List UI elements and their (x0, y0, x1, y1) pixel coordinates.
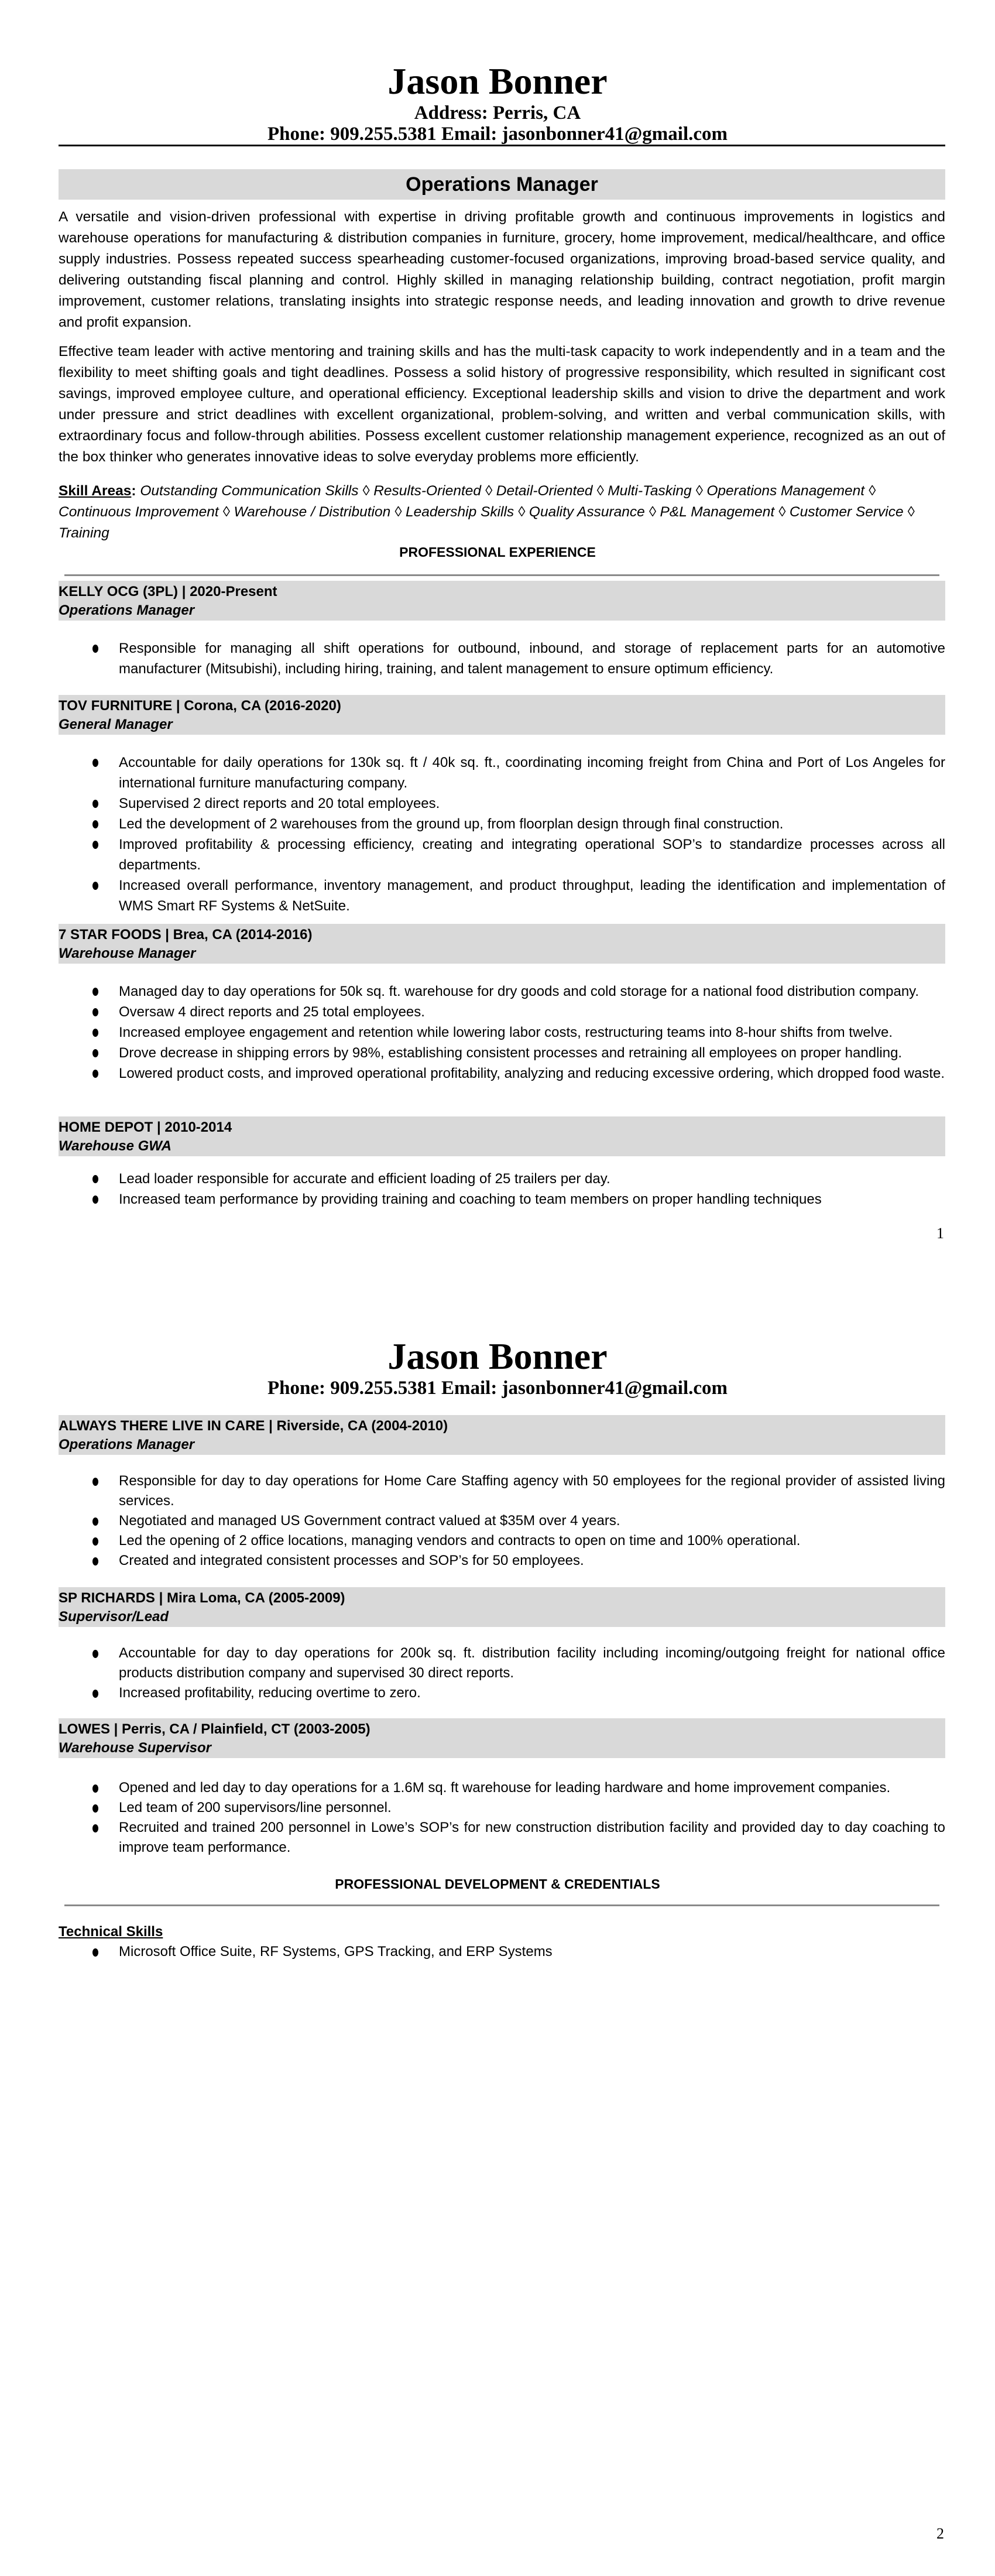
job-header (59, 1587, 945, 1627)
list-item (59, 1189, 945, 1210)
list-item (59, 1022, 945, 1043)
bullet-icon (92, 1690, 98, 1698)
bullet-icon (92, 1784, 98, 1793)
job-bullets (59, 638, 945, 679)
list-item (59, 1531, 945, 1551)
job-role: Warehouse Manager (59, 946, 196, 961)
job-role: Supervisor/Lead (59, 1609, 169, 1625)
bullet-icon (92, 1557, 98, 1566)
job-company: SP RICHARDS | Mira Loma, CA (2005-2009) (59, 1590, 345, 1606)
bullet-icon (92, 759, 98, 767)
bullet-text: Lead loader responsible for accurate and efficient loading of 25 trailers per day. (119, 1171, 610, 1187)
experience-divider (64, 574, 939, 576)
contact-info: Phone: 909.255.5381 Email: jasonbonner41@gmail.com (267, 124, 728, 145)
bullet-icon (92, 820, 98, 828)
bullet-text: Opened and led day to day operations for a 1.6M sq. ft warehouse for leading hardware and home improvement companies. (119, 1780, 891, 1796)
bullet-text: Supervised 2 direct reports and 20 total employees. (119, 796, 440, 811)
list-item (59, 1683, 945, 1703)
list-item (59, 981, 945, 1002)
list-item (59, 1798, 945, 1818)
job-header (59, 1415, 945, 1455)
bullet-icon (92, 645, 98, 653)
bullet-icon (92, 1537, 98, 1546)
bullet-icon (92, 800, 98, 808)
bullet-icon (92, 1824, 98, 1832)
credentials-divider (64, 1904, 939, 1906)
bullet-text: Responsible for managing all shift operations for outbound, inbound, and storage of replacement parts for an automotive manufacturer (Mitsubishi), including hiring, training, and talent management to ensure optimum efficiency. (119, 640, 945, 677)
bullet-icon (92, 841, 98, 849)
job-company: HOME DEPOT | 2010-2014 (59, 1119, 232, 1135)
bullet-icon (92, 1008, 98, 1016)
bullet-text: Increased overall performance, inventory management, and product throughput, leading the identification and implementation of WMS Smart RF Systems & NetSuite. (119, 878, 945, 914)
summary-paragraph-1: A versatile and vision-driven professional with expertise in driving profitable growth and continuous improvements in logistics and warehouse operations for manufacturing & distribution companies in furniture, grocery, home improvement, medical/healthcare, and office supply industries. Possess repeated success spearheading customer-focused organizations, improving broad-based service quality, and delivering outstanding fiscal planning and control. Highly skilled in managing relationship building, contract negotiation, profit margin improvement, customer relations, translating insights into strategic response needs, and leading innovation and growth to drive revenue and profit expansion. (59, 209, 945, 330)
bullet-text: Drove decrease in shipping errors by 98%, establishing consistent processes and retraining all employees on proper handling. (119, 1045, 903, 1061)
job-company: KELLY OCG (3PL) | 2020-Present (59, 584, 277, 600)
bullet-icon (92, 1195, 98, 1204)
list-item (59, 875, 945, 916)
credentials-heading: PROFESSIONAL DEVELOPMENT & CREDENTIALS (335, 1876, 660, 1892)
list-item (59, 1778, 945, 1798)
job-bullets (59, 1778, 945, 1858)
bullet-icon (92, 1804, 98, 1813)
list-item (59, 1511, 945, 1531)
bullet-icon (92, 988, 98, 996)
bullet-text: Increased team performance by providing training and coaching to team members on proper handling techniques (119, 1191, 822, 1207)
job-bullets (59, 981, 945, 1084)
job-role: Warehouse GWA (59, 1138, 171, 1154)
bullet-text: Improved profitability & processing efficiency, creating and integrating operational SOP’s to standardize processes across all departments. (119, 837, 945, 873)
list-item (59, 752, 945, 793)
contact-info-page2: Phone: 909.255.5381 Email: jasonbonner41@gmail.com (267, 1378, 728, 1399)
skill-areas-list: Outstanding Communication Skills ◊ Results-Oriented ◊ Detail-Oriented ◊ Multi-Tasking ◊ Operations Management ◊ Continuous Improvement ◊ Warehouse / Distribution ◊ Leadership Skills ◊ Quality Assurance ◊ P&L Management ◊ Customer Service ◊ Training (59, 483, 915, 541)
skill-areas-label: Skill Areas (59, 483, 132, 499)
list-item (59, 1002, 945, 1022)
list-item (59, 1063, 945, 1084)
job-company: 7 STAR FOODS | Brea, CA (2014-2016) (59, 927, 313, 943)
job-bullets (59, 1643, 945, 1703)
bullet-text: Created and integrated consistent processes and SOP’s for 50 employees. (119, 1553, 584, 1568)
list-item (59, 1942, 945, 1962)
bullet-text: Led team of 200 supervisors/line personnel. (119, 1800, 392, 1815)
bullet-icon (92, 1049, 98, 1057)
bullet-text: Led the opening of 2 office locations, managing vendors and contracts to open on time and 100% operational. (119, 1533, 801, 1549)
page-number: 1 (936, 1225, 944, 1242)
job-company: TOV FURNITURE | Corona, CA (2016-2020) (59, 698, 341, 714)
bullet-icon (92, 1029, 98, 1037)
page-number-page2: 2 (936, 2525, 944, 2542)
bullet-icon (92, 1175, 98, 1183)
job-company: LOWES | Perris, CA / Plainfield, CT (2003-2005) (59, 1721, 370, 1737)
job-title-banner: Operations Manager (59, 169, 945, 200)
bullet-icon (92, 1650, 98, 1658)
list-item (59, 793, 945, 814)
bullet-text: Managed day to day operations for 50k sq. ft. warehouse for dry goods and cold storage for a national food distribution company. (119, 984, 919, 999)
list-item (59, 834, 945, 875)
bullet-text: Increased profitability, reducing overtime to zero. (119, 1685, 421, 1701)
job-role: Operations Manager (59, 1437, 195, 1453)
bullet-icon (92, 1478, 98, 1486)
list-item (59, 1551, 945, 1571)
summary-paragraph-2: Effective team leader with active mentoring and training skills and has the multi-task capacity to work independently and in a team and the flexibility to meet shifting goals and tight deadlines. Possess a solid history of progressive responsibility, which resulted in significant cost savings, improved employee culture, and operational efficiency. Exceptional leadership skills and vision to drive the department and work under pressure and strict deadlines with excellent organizational, problem-solving, and written and verbal communication skills, with extraordinary focus and follow-through abilities. Possess excellent customer relationship management experience, recognized as an out of the box thinker who generates innovative ideas to solve everyday problems more efficiently. (59, 344, 945, 465)
bullet-icon (92, 1517, 98, 1526)
skill-areas-colon: : (131, 483, 136, 499)
job-header (59, 924, 945, 964)
header-divider (59, 145, 945, 146)
bullet-text: Led the development of 2 warehouses from the ground up, from floorplan design through final construction. (119, 816, 784, 832)
bullet-text: Accountable for day to day operations for 200k sq. ft. distribution facility including incoming/outgoing freight for national office products distribution company and supervised 30 direct reports. (119, 1645, 945, 1681)
job-role: Operations Manager (59, 602, 195, 618)
bullet-text: Accountable for daily operations for 130k sq. ft / 40k sq. ft., coordinating incoming freight from China and Port of Los Angeles for international furniture manufacturing company. (119, 755, 945, 791)
candidate-name-page2: Jason Bonner (387, 1335, 608, 1377)
job-role: General Manager (59, 717, 173, 732)
skill-areas (59, 481, 945, 544)
bullet-text: Increased employee engagement and retention while lowering labor costs, restructuring teams into 8-hour shifts from twelve. (119, 1025, 893, 1040)
list-item (59, 814, 945, 834)
job-bullets (59, 1471, 945, 1571)
bullet-text: Negotiated and managed US Government contract valued at $35M over 4 years. (119, 1513, 620, 1529)
bullet-text: Recruited and trained 200 personnel in Lowe’s SOP’s for new construction distribution facility and provided day to day coaching to improve team performance. (119, 1820, 945, 1855)
list-item (59, 638, 945, 679)
experience-heading: PROFESSIONAL EXPERIENCE (399, 544, 596, 560)
address: Address: Perris, CA (414, 102, 581, 124)
candidate-name: Jason Bonner (387, 60, 608, 102)
bullet-icon (92, 1070, 98, 1078)
job-company: ALWAYS THERE LIVE IN CARE | Riverside, CA (2004-2010) (59, 1418, 448, 1434)
job-role: Warehouse Supervisor (59, 1740, 211, 1756)
job-bullets (59, 1169, 945, 1210)
bullet-icon (92, 882, 98, 890)
job-header (59, 581, 945, 621)
job-bullets (59, 752, 945, 916)
list-item (59, 1818, 945, 1858)
bullet-icon (92, 1948, 98, 1957)
technical-skill-text: Microsoft Office Suite, RF Systems, GPS Tracking, and ERP Systems (119, 1944, 553, 1960)
job-header (59, 1116, 945, 1156)
technical-skills-label: Technical Skills (59, 1924, 163, 1940)
technical-skills-list (59, 1942, 945, 1962)
job-header (59, 1718, 945, 1758)
job-header (59, 695, 945, 735)
list-item (59, 1169, 945, 1189)
list-item (59, 1043, 945, 1063)
bullet-text: Lowered product costs, and improved operational profitability, analyzing and reducing excessive ordering, which dropped food waste. (119, 1066, 945, 1081)
list-item (59, 1471, 945, 1511)
bullet-text: Responsible for day to day operations for Home Care Staffing agency with 50 employees for the regional provider of assisted living services. (119, 1473, 945, 1509)
bullet-text: Oversaw 4 direct reports and 25 total employees. (119, 1004, 425, 1020)
list-item (59, 1643, 945, 1683)
